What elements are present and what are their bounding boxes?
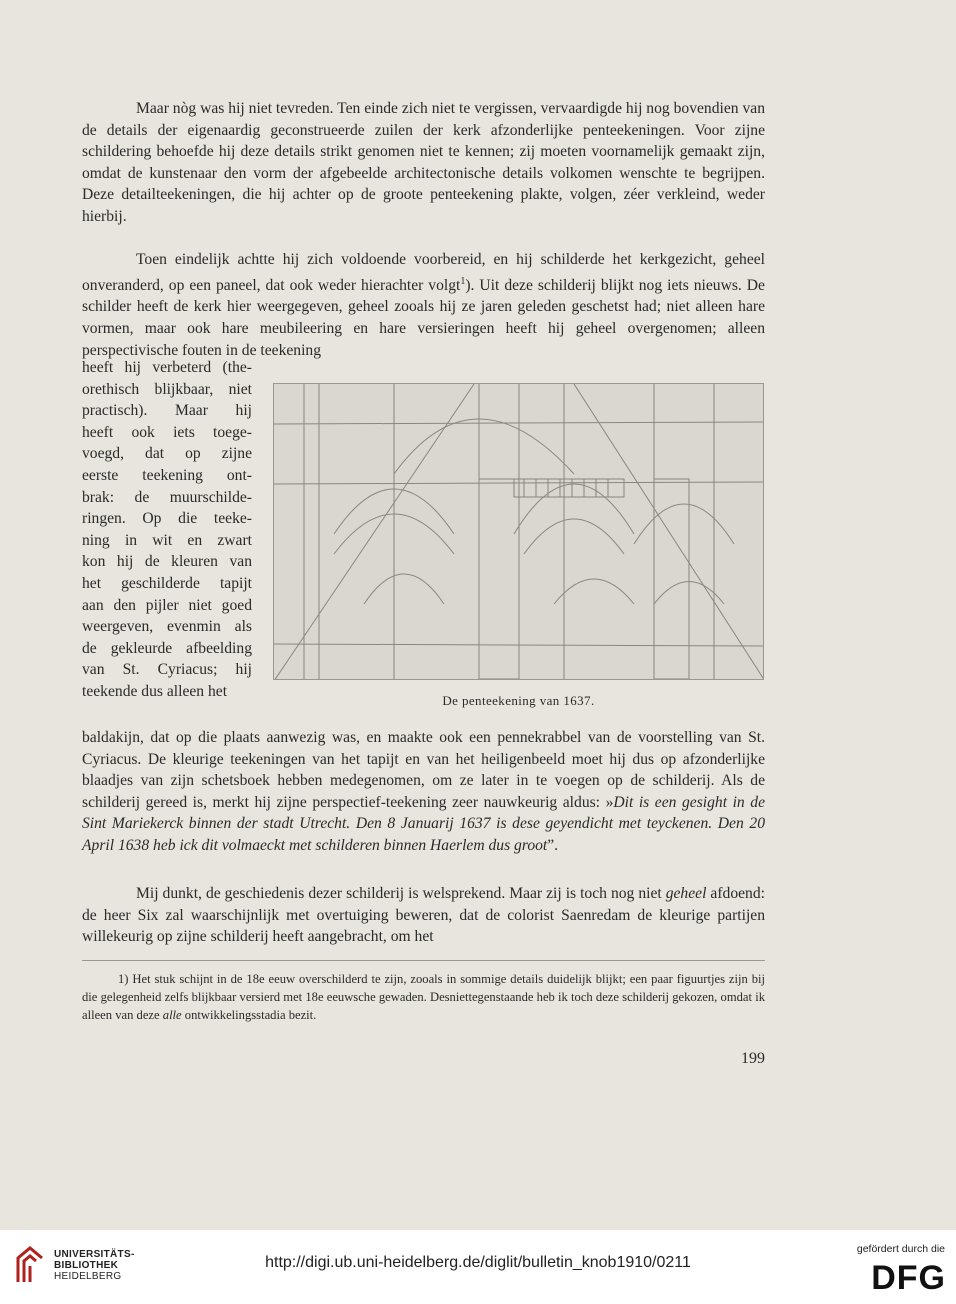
paragraph-1-text: Maar nòg was hij niet tevreden. Ten einde zich niet te vergissen, vervaardigde hij nog bovendien van de details der eigenaardig geconstrueerde zuilen der kerk afzonderlijke penteekeningen. Voor zijne schildering behoefde hij deze details strikt genomen niet te kennen; zij moeten voornamelijk gemaakt zijn, omdat de kunstenaar den vorm der afgebeelde architectonische details volkomen wenschte te begrijpen. Deze detailteekeningen, die hij achter op de groote penteekening plakte, volgen, zéer verkleind, weder hierbij. — [82, 100, 765, 225]
church-interior-drawing — [273, 383, 764, 680]
footnote-text-a: 1) Het stuk schijnt in de 18e eeuw overschilderd te zijn, zooals in sommige details duidelijk blijkt; een paar figuurtjes zijn bij die gelegenheid zelfs blijkbaar versierd met 18e eeuwsche gewaden. Desniettegenstaande heb ik toch deze schilderij gekozen, omdat ik alleen van deze — [82, 972, 765, 1023]
library-name-line-2: BIBLIOTHEK — [54, 1260, 119, 1271]
narrow-line: teekende dus alleen het — [82, 682, 228, 700]
narrow-line: ning in wit en zwart — [82, 531, 252, 549]
narrow-line: heeft ook iets toege- — [82, 423, 252, 441]
narrow-line: brak: de muurschilde- — [82, 488, 252, 506]
quoted-inscription: Dit is een gesight in de Sint Mariekerck binnen der stadt Utrecht. Den 8 Januarij 1637 is dese geyendicht met teyckenen. Den 20 April 1638 heb ick dit volmaeckt met schilderen binnen Haerlem dus groot — [82, 793, 765, 854]
page-number: 199 — [741, 1050, 765, 1067]
narrow-line: het geschilderde tapijt — [82, 574, 252, 592]
dfg-logo[interactable]: DFG — [871, 1259, 946, 1297]
footnote-ref[interactable]: 1 — [460, 275, 466, 287]
narrow-line: voegd, dat op zijne — [82, 445, 252, 463]
narrow-line: orethisch blijkbaar, niet — [82, 380, 252, 398]
paragraph-4-text-b: afdoend: de heer Six zal waarschijnlijk met overtuiging beweren, dat de colorist Saenredam de kleurige partijen willekeurig op zijne schilderij heeft aangebracht, om het — [82, 885, 765, 946]
narrow-line: ringen. Op die teeke- — [82, 510, 252, 528]
permalink-url[interactable]: http://digi.ub.uni-heidelberg.de/diglit/bulletin_knob1910/0211 — [265, 1254, 691, 1271]
footnote-emphasis: alle — [162, 1008, 182, 1023]
footnote-divider — [82, 960, 765, 961]
paragraph-4-text-a: Mij dunkt, de geschiedenis dezer schilderij is welsprekend. Maar zij is toch nog niet — [136, 885, 666, 902]
narrow-line: aan den pijler niet goed — [82, 596, 252, 614]
paragraph-2-text-a: Toen eindelijk achtte hij zich voldoende voorbereid, en hij schilderde het kerkgezicht, geheel onveranderd, op een paneel, dat ook weder hierachter volgt — [82, 251, 765, 294]
quote-close: ”. — [547, 836, 559, 854]
emphasis-word: geheel — [665, 885, 707, 902]
narrow-line: weergeven, evenmin als — [82, 618, 252, 636]
narrow-line: kon hij de kleuren van — [82, 553, 252, 571]
funded-by-label: gefördert durch die — [856, 1243, 945, 1255]
footnote — [82, 970, 765, 1025]
narrow-line: practisch). Maar hij — [82, 402, 252, 420]
figure-caption: De penteekening van 1637. — [442, 693, 595, 708]
paragraph-2-text-b: ). Uit deze schilderij blijkt nog iets nieuws. De schilder heeft de kerk hier weergegeven, geheel zooals hij ze jaren geleden geschetst had; niet alleen hare vormen, maar ook hare meubileering en hare versieringen heeft hij geheel overgenomen; alleen perspectivische fouten in de teekening — [82, 276, 765, 359]
paragraph-2 — [82, 249, 765, 361]
library-name-line-3: HEIDELBERG — [54, 1271, 122, 1282]
paragraph-4 — [82, 883, 765, 948]
paragraph-3-text: baldakijn, dat op die plaats aanwezig was, en maakte ook een pennekrabbel van de voorstelling van St. Cyriacus. De kleurige teekeningen van het tapijt en van het heiligenbeeld moet hij dus op afzonderlijke blaadjes van zijn schetsboek hebben medegenomen, om ze later in te voegen op de schilderij. Als de schilderij gereed is, merkt hij zijne perspectief-teekening zeer nauwkeurig aldus: » — [82, 729, 765, 811]
library-name-line-1: UNIVERSITÄTS- — [54, 1249, 135, 1260]
narrow-line: heeft hij verbeterd (the- — [82, 359, 252, 376]
narrow-line: eerste teekening ont- — [82, 466, 252, 484]
drawing-sketch-icon — [274, 384, 764, 680]
narrow-line: de gekleurde afbeelding — [82, 639, 252, 657]
paragraph-3 — [82, 727, 765, 857]
narrow-line: van St. Cyriacus; hij — [82, 661, 252, 679]
footnote-text-b: ontwikkelingsstadia bezit. — [181, 1008, 317, 1023]
paragraph-1 — [82, 98, 765, 228]
wrapped-text-column — [82, 357, 252, 703]
